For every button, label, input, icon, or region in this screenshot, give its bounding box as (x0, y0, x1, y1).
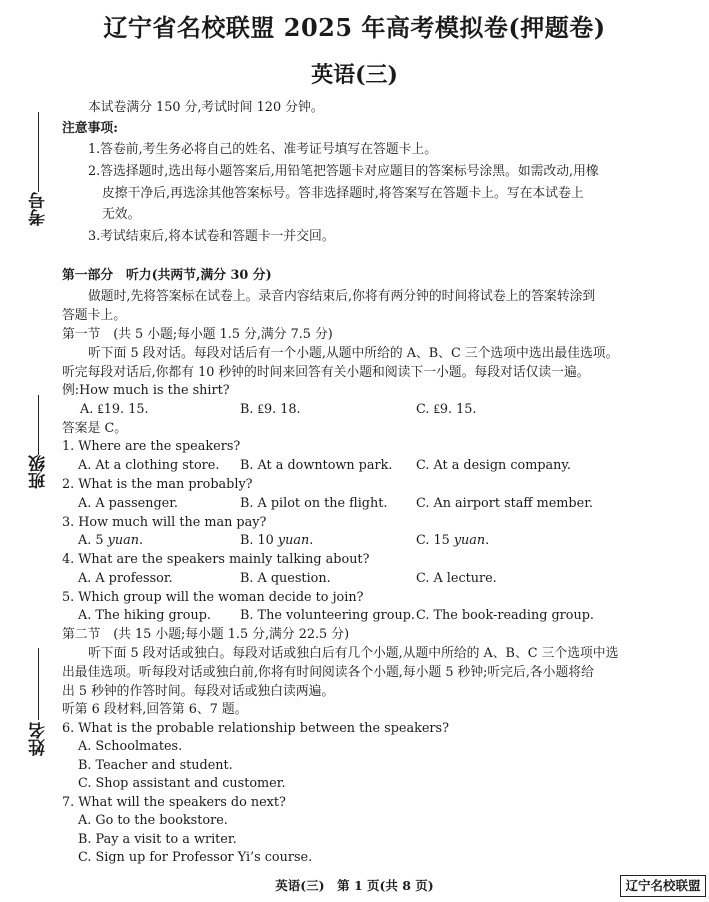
note-3: 3.考试结束后,将本试卷和答题卡一并交回。 (88, 229, 335, 244)
section2-instruction-line-3: 出 5 秒钟的作答时间。每段对话或独白读两遍。 (62, 684, 335, 699)
name-label: 姓名 (29, 722, 49, 756)
question-5: 5. Which group will the woman decide to join? (62, 590, 364, 605)
question-7-option-c: C. Sign up for Professor Yi’s course. (78, 850, 313, 865)
question-7: 7. What will the speakers do next? (62, 795, 286, 810)
question-3-option-b (240, 532, 313, 550)
question-2-option-c: C. An airport staff member. (416, 496, 593, 511)
question-1: 1. Where are the speakers? (62, 439, 241, 454)
part1-intro-line-2: 答题卡上。 (62, 308, 126, 323)
note-1: 1.答卷前,考生务必将自己的姓名、准考证号填写在答题卡上。 (88, 142, 437, 157)
score-time-text: 本试卷满分 150 分,考试时间 120 分钟。 (88, 100, 324, 115)
question-4: 4. What are the speakers mainly talking about? (62, 552, 370, 567)
option-b-text: B. 10 (240, 533, 278, 548)
page-footer: 英语(三) 第 1 页(共 8 页) (275, 878, 434, 893)
option-a-unit: yuan (107, 533, 139, 548)
section1-instruction-line-1: 听下面 5 段对话。每段对话后有一个小题,从题中所给的 A、B、C 三个选项中选出最佳选项。 (88, 346, 619, 361)
material-6-instruction: 听第 6 段材料,回答第 6、7 题。 (62, 702, 248, 717)
class-label: 班级 (29, 455, 49, 489)
section2-instruction-line-1: 听下面 5 段对话或独白。每段对话或独白后有几个小题,从题中所给的 A、B、C 三个选项中选 (88, 646, 619, 661)
question-6-option-a: A. Schoolmates. (78, 739, 183, 754)
question-4-option-b: B. A question. (240, 571, 331, 586)
question-7-option-a: A. Go to the bookstore. (78, 813, 228, 828)
question-7-option-b: B. Pay a visit to a writer. (78, 832, 237, 847)
note-2-line-1: 2.答选择题时,选出每小题答案后,用铅笔把答题卡对应题目的答案标号涂黑。如需改动,用橡 (88, 164, 599, 179)
question-1-option-a: A. At a clothing store. (78, 458, 220, 473)
example-option-c: C. ₤9. 15. (416, 402, 477, 417)
section1-instruction-line-2: 听完每段对话后,你都有 10 秒钟的时间来回答有关小题和阅读下一小题。每段对话仅读一遍。 (62, 365, 590, 380)
question-2: 2. What is the man probably? (62, 477, 253, 492)
note-2-line-3: 无效。 (102, 207, 141, 222)
question-6-option-b: B. Teacher and student. (78, 758, 233, 773)
question-2-option-b: B. A pilot on the flight. (240, 496, 388, 511)
part1-intro-line-1: 做题时,先将答案标在试卷上。录音内容结束后,你将有两分钟的时间将试卷上的答案转涂到 (88, 289, 596, 304)
note-2-line-2: 皮擦干净后,再选涂其他答案标号。答非选择题时,将答案写在答题卡上。写在本试卷上 (102, 186, 584, 201)
question-4-option-a: A. A professor. (78, 571, 173, 586)
notes-title: 注意事项: (62, 121, 118, 136)
page-title: 辽宁省名校联盟 2025 年高考模拟卷(押题卷) (103, 13, 606, 42)
question-5-option-b: B. The volunteering group. (240, 608, 415, 623)
section1-heading: 第一节 (共 5 小题;每小题 1.5 分,满分 7.5 分) (62, 327, 333, 342)
question-2-option-a: A. A passenger. (78, 496, 179, 511)
exam-no-label: 考号 (29, 192, 49, 226)
part1-heading: 第一部分 听力(共两节,满分 30 分) (62, 268, 272, 283)
page-subtitle: 英语(三) (311, 62, 398, 88)
question-5-option-a: A. The hiking group. (78, 608, 211, 623)
question-3: 3. How much will the man pay? (62, 515, 267, 530)
option-c-unit: yuan (453, 533, 486, 548)
section2-instruction-line-2: 出最佳选项。听每段对话或独白前,你将有时间阅读各个小题,每小题 5 秒钟;听完后,各小题将给 (62, 665, 594, 680)
question-1-option-c: C. At a design company. (416, 458, 571, 473)
option-c-end: . (485, 533, 490, 548)
option-b-end: . (309, 533, 314, 548)
question-4-option-c: C. A lecture. (416, 571, 497, 586)
question-6: 6. What is the probable relationship between the speakers? (62, 721, 449, 736)
section2-heading: 第二节 (共 15 小题;每小题 1.5 分,满分 22.5 分) (62, 627, 350, 642)
option-b-unit: yuan (277, 533, 310, 548)
example-question: 例:How much is the shirt? (62, 383, 230, 398)
question-1-option-b: B. At a downtown park. (240, 458, 393, 473)
example-answer: 答案是 C。 (62, 421, 128, 436)
question-6-option-c: C. Shop assistant and customer. (78, 776, 286, 791)
class-line (38, 395, 39, 455)
name-line (38, 648, 39, 720)
question-3-option-c (416, 532, 489, 550)
example-option-b: B. ₤9. 18. (240, 402, 301, 417)
example-option-a: A. ₤19. 15. (80, 402, 149, 417)
option-a-text: A. 5 (78, 533, 108, 548)
question-3-option-a (78, 532, 143, 550)
question-5-option-c: C. The book-reading group. (416, 608, 594, 623)
exam-no-line (38, 112, 39, 192)
league-stamp: 辽宁名校联盟 (620, 875, 706, 897)
option-c-text: C. 15 (416, 533, 454, 548)
option-a-end: . (138, 533, 144, 548)
